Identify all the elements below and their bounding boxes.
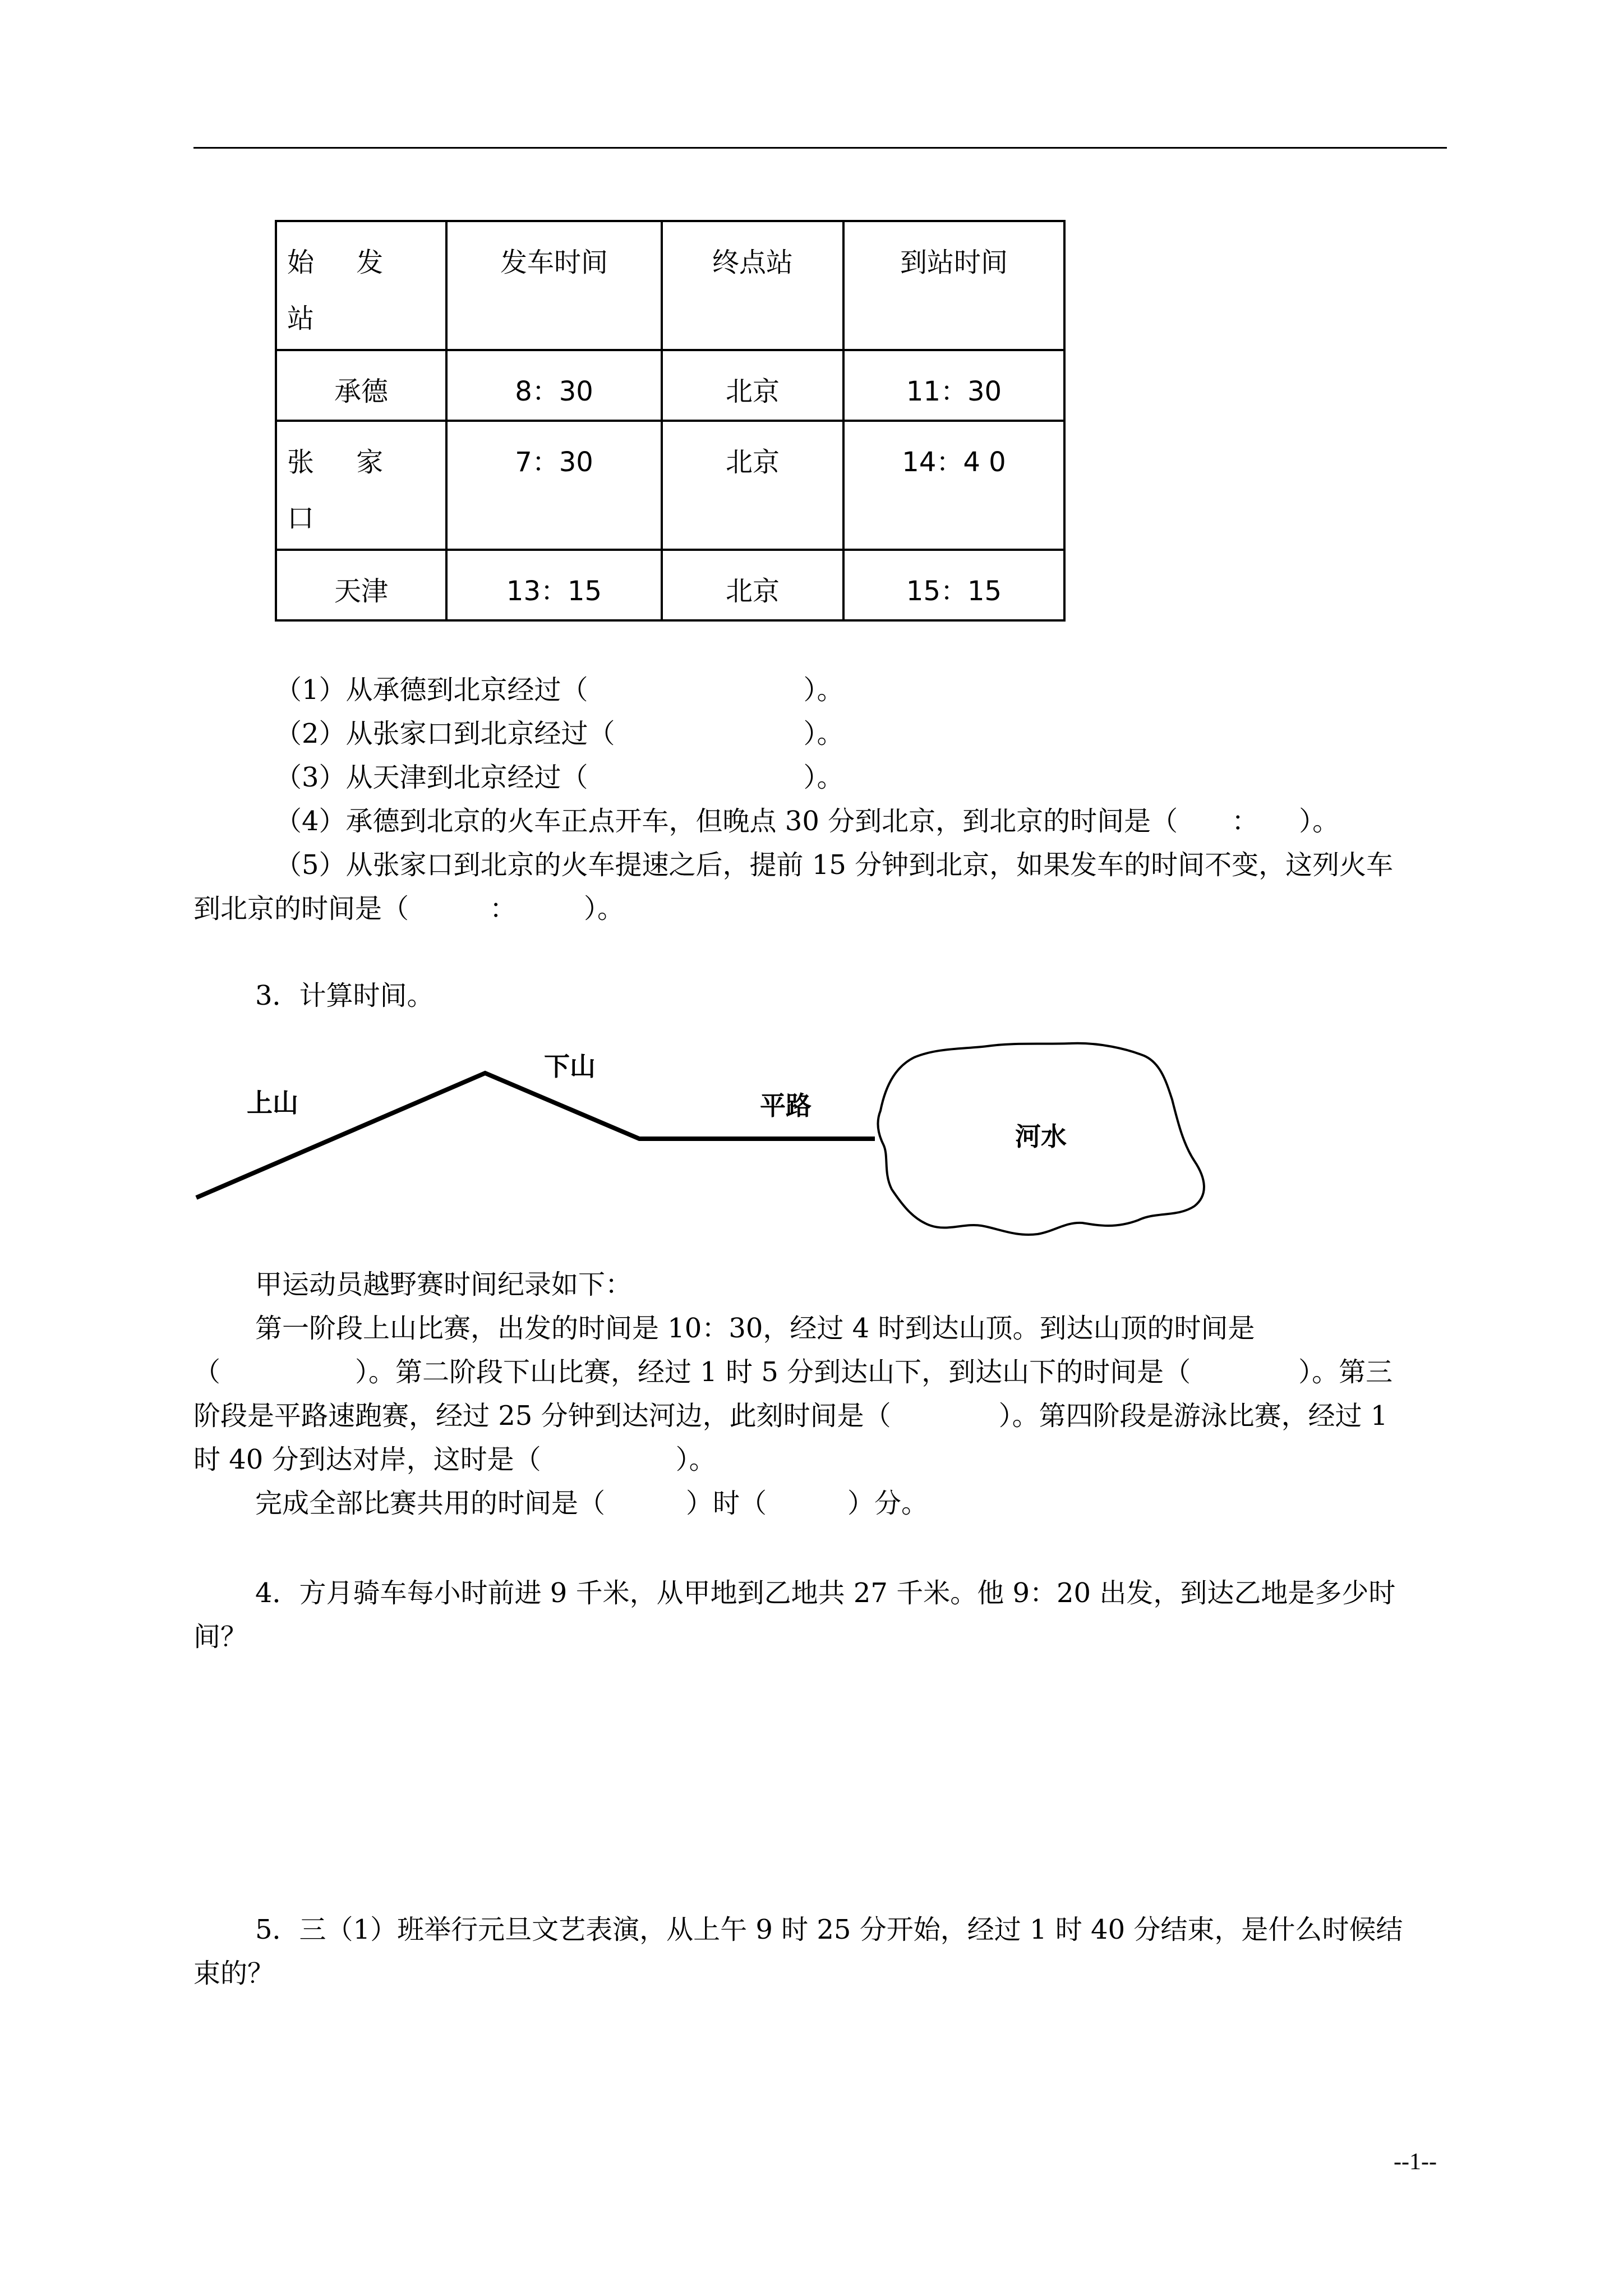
table-cell: 北京 (662, 550, 843, 620)
q5-line-2: 束的？ (193, 1958, 275, 1989)
label-river: 河水 (1015, 1121, 1067, 1152)
q2-item-3: （3）从天津到北京经过（ ）。 (275, 762, 844, 793)
table-header-cell: 到站时间 (843, 221, 1064, 350)
table-cell: 北京 (662, 421, 843, 550)
table-row (276, 550, 1064, 620)
q2-item-5-cont: 到北京的时间是（ ： ）。 (193, 893, 625, 924)
label-downhill: 下山 (544, 1051, 596, 1082)
table-cell: 8：30 (446, 350, 662, 421)
table-row (276, 350, 1064, 421)
table-cell: 天津 (276, 550, 446, 620)
q3-intro: 甲运动员越野赛时间纪录如下： (255, 1269, 633, 1300)
q3-title: 3．计算时间。 (255, 980, 434, 1011)
q3-line-2: （ ）。第二阶段下山比赛，经过 1 时 5 分到达山下，到达山下的时间是（ ）。第三 (193, 1356, 1393, 1388)
q4-line-1: 4．方月骑车每小时前进 9 千米，从甲地到乙地共 27 千米。他 9：20 出发，到达乙地是多少时 (255, 1577, 1396, 1609)
table-cell: 北京 (662, 350, 843, 421)
q3-line-4: 时 40 分到达对岸，这时是（ ）。 (193, 1444, 716, 1475)
header-rule (193, 147, 1447, 149)
q4-line-2: 间？ (193, 1621, 248, 1653)
q3-total: 完成全部比赛共用的时间是（ ）时（ ）分。 (255, 1488, 929, 1519)
table-cell: 11：30 (843, 350, 1064, 421)
table-header-row (276, 221, 1064, 350)
q3-line-3: 阶段是平路速跑赛，经过 25 分钟到达河边，此刻时间是（ ）。第四阶段是游泳比赛，经过 1 (193, 1400, 1388, 1432)
table-cell: 13：15 (446, 550, 662, 620)
q2-item-1: （1）从承德到北京经过（ ）。 (275, 674, 844, 706)
q2-item-4: （4）承德到北京的火车正点开车，但晚点 30 分到北京，到北京的时间是（ ： ）。 (275, 806, 1340, 837)
q2-item-2: （2）从张家口到北京经过（ ）。 (275, 718, 844, 749)
label-flat-road: 平路 (760, 1091, 811, 1121)
race-course-diagram (191, 1032, 1245, 1285)
table-cell: 7：30 (446, 421, 662, 550)
table-cell: 承德 (276, 350, 446, 421)
table-header-cell: 终点站 (662, 221, 843, 350)
table-header-cell: 始 发 站 (276, 221, 446, 350)
q3-line-1: 第一阶段上山比赛，出发的时间是 10：30，经过 4 时到达山顶。到达山顶的时间是 (255, 1313, 1255, 1344)
table-header-cell: 发车时间 (446, 221, 662, 350)
train-timetable (275, 220, 1066, 622)
table-cell: 14：4 0 (843, 421, 1064, 550)
table-row (276, 421, 1064, 550)
label-uphill: 上山 (247, 1088, 298, 1118)
table-cell: 15：15 (843, 550, 1064, 620)
q2-item-5: （5）从张家口到北京的火车提速之后，提前 15 分钟到北京，如果发车的时间不变，这列火车 (275, 849, 1394, 881)
table-cell: 张 家 口 (276, 421, 446, 550)
race-course-drawing (191, 1032, 1245, 1285)
q5-line-1: 5．三（1）班举行元旦文艺表演，从上午 9 时 25 分开始，经过 1 时 40 分结束，是什么时候结 (255, 1914, 1403, 1945)
page-number: --1-- (1394, 2149, 1437, 2175)
